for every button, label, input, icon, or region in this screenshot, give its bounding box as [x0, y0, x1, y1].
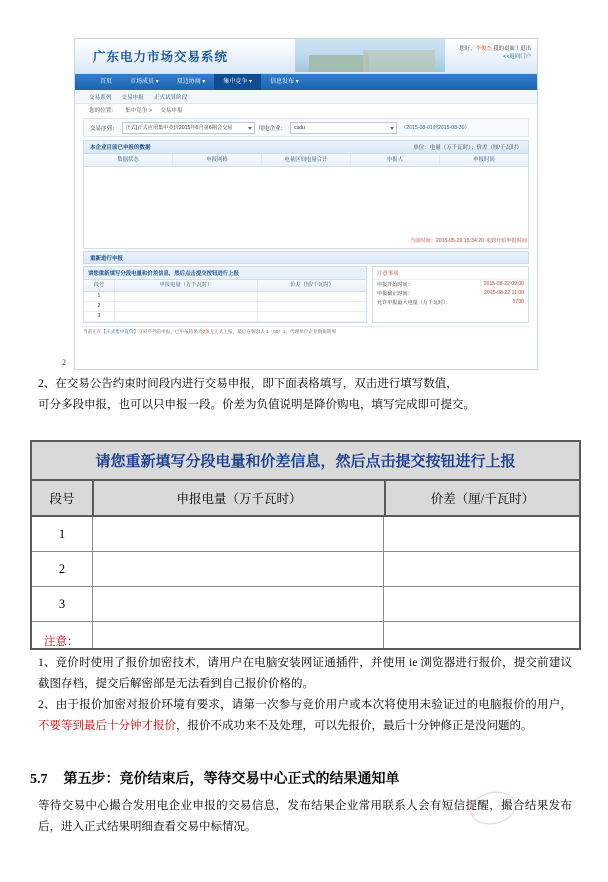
col-status: 数据状态	[84, 154, 173, 166]
form-row-no: 2	[84, 302, 115, 311]
paragraph-step5: 等待交易中心撮合发用电企业申报的交易信息，发布结果企业常用联系人会有短信提醒，撮合结果发布后，进入正式结果明细查看交易中标情况。	[38, 800, 572, 833]
declare-segments-table	[30, 440, 581, 650]
col-declarer: 申报人	[351, 154, 440, 166]
trade-series-select[interactable]: 正式[正式应用集中竞价2015年6月第6期会交易	[122, 122, 255, 134]
breadcrumb-label: 您的位置：	[89, 108, 117, 114]
notes-title: 注意事项	[373, 267, 528, 280]
cell-segment-no: 1	[32, 517, 93, 551]
section-heading-5-7	[30, 768, 575, 788]
form-row[interactable]	[84, 302, 366, 312]
redo-declare-bar[interactable]	[83, 251, 529, 264]
filter-bar[interactable]	[83, 118, 529, 137]
form-col-segment: 段号	[84, 280, 115, 291]
note-row	[373, 298, 528, 307]
nav-item-members[interactable]: 市场成员 ▾	[130, 79, 159, 85]
breadcrumb-item-centralized[interactable]: 集中竞争 >	[124, 108, 153, 114]
foot-a: 当前正在【	[83, 329, 106, 334]
declare-form-header	[84, 280, 366, 292]
declared-data-section-bar	[83, 140, 529, 154]
table-row[interactable]	[32, 552, 579, 587]
form-row-no: 3	[84, 312, 115, 321]
screenshot-footer-note	[83, 326, 529, 336]
form-row-amount[interactable]	[115, 302, 258, 311]
nav-item-home[interactable]: 首页	[100, 79, 113, 85]
table-row[interactable]	[32, 517, 579, 552]
cell-segment-no: 3	[32, 587, 93, 621]
note-row	[373, 280, 528, 289]
foot-c: 】交易序列的申报，已申报结果为	[133, 329, 203, 334]
section-number: 5.7	[30, 772, 48, 787]
cell-price[interactable]	[384, 517, 579, 551]
foot-d: 0条	[202, 329, 210, 334]
form-row-price[interactable]	[258, 302, 366, 311]
nav-item-info[interactable]: 信息发布 ▾	[270, 79, 299, 85]
note-value: 2015-08-22 09:00	[483, 281, 524, 287]
note-value: 5700	[512, 299, 524, 305]
declare-form-title: 请您重新填写分段电量和价差信息，然后点击提交按钮进行上报	[84, 267, 366, 280]
section-title: 第五步：竞价结束后，等待交易中心正式的结果通知单	[63, 772, 400, 787]
main-nav[interactable]	[75, 74, 537, 90]
sub-nav[interactable]	[75, 90, 537, 104]
notice-item-1: 1、竞价时使用了报价加密技术，请用户在电脑安装网证通插件，并使用 ie 浏览器进行报价，提交前建议截图存档，提交后解密部是无法看到自己报价价格的。	[38, 657, 572, 690]
notice-item-2-part2: ，报价不成功来不及处理，可以先报价，最后十分钟修正是没问题的。	[176, 720, 533, 732]
notice-title: 注意：	[44, 636, 79, 648]
note-value: 2015-08-22 11:00	[484, 290, 524, 296]
paragraph-step2-line2: 可分多段申报，也可以只申报一段。价差为负值说明是降价购电，填写完成即可提交。	[38, 399, 475, 411]
note-row	[373, 289, 528, 298]
notice-item-2-emphasis: 不要等到最后十分钟才报价	[38, 720, 176, 732]
subnav-stage: 正式试算阶段	[153, 94, 188, 101]
form-row-price[interactable]	[258, 292, 366, 301]
form-col-price: 价差（厘/千瓦时）	[290, 282, 334, 288]
cell-segment-no: 2	[32, 552, 93, 586]
greeting-text: 您好，	[459, 46, 476, 52]
banner-image	[295, 39, 445, 72]
user-links[interactable]: 我的桌面丨退出	[493, 46, 531, 52]
declared-data-title: 本企业目前已申报的数据	[90, 145, 151, 151]
site-title: 广东电力市场交易系统	[93, 50, 229, 64]
declare-segments-title: 请您重新填写分段电量和价差信息，然后点击提交按钮进行上报	[32, 442, 579, 481]
form-row-amount[interactable]	[115, 292, 258, 301]
note-key: 允许申报最大电量（万千瓦时）：	[377, 300, 451, 306]
declare-form-table	[83, 266, 367, 323]
declare-segments-header	[32, 481, 579, 517]
form-row[interactable]	[84, 292, 366, 302]
note-key: 申报开始时间：	[377, 282, 413, 288]
cell-amount[interactable]	[93, 552, 384, 586]
company-label: 用电企业：	[258, 125, 287, 132]
declare-form-area	[83, 266, 529, 323]
trade-series-label: 交易序列：	[90, 125, 118, 132]
nav-item-bilateral[interactable]: 双边协商 ▾	[176, 79, 206, 85]
note-key: 申报截止时间：	[377, 291, 413, 297]
cell-amount[interactable]	[93, 517, 384, 551]
subnav-series[interactable]: 交易系列	[89, 94, 112, 101]
col-time: 申报时间	[473, 157, 495, 163]
declared-table-header	[84, 154, 528, 167]
foot-b: 正式集中竞价	[105, 329, 134, 334]
status-text: 当前时间：2015-05-29 15:34:20 未到开始申报时间	[409, 238, 527, 244]
return-portal-link[interactable]: <<返回门户	[503, 54, 531, 61]
notice-item-2	[38, 695, 572, 737]
paragraph-step2	[38, 374, 572, 416]
cell-price[interactable]	[384, 552, 579, 586]
nav-item-centralized[interactable]: 集中竞争 ▾	[214, 74, 261, 90]
notes-panel	[372, 266, 529, 323]
form-row-amount[interactable]	[115, 312, 258, 321]
breadcrumb	[75, 104, 537, 116]
system-screenshot	[74, 38, 538, 370]
form-row-price[interactable]	[258, 312, 366, 321]
notice-block	[38, 632, 572, 737]
paragraph-step2-line1: 2、在交易公告约束时间段内进行交易申报，即下面表格填写，双击进行填写数值，	[38, 378, 458, 390]
cell-price[interactable]	[384, 587, 579, 621]
subnav-declare[interactable]: 交易申报	[121, 94, 144, 101]
form-col-amount: 申报电量（万千瓦时）	[115, 280, 258, 291]
foot-e: 无正式上报，最后在剩余去 1（00）1，代理单位企业数据明细	[209, 329, 336, 334]
company-select[interactable]: csdu	[290, 122, 397, 134]
header-amount: 申报电量（万千瓦时）	[94, 481, 386, 515]
notice-item-2-part1: 2、由于报价加密对报价环境有要求，请第一次参与竞价用户或本次将使用未验证过的电脑报价的用户，	[38, 699, 572, 711]
form-row[interactable]	[84, 312, 366, 322]
table-row[interactable]	[32, 587, 579, 622]
declared-data-unit: 单位：电量（万千瓦时）；价差（厘/千瓦时）	[413, 145, 522, 151]
date-range-note: （2015-08-01到2015-08-30）	[401, 125, 470, 131]
form-row-no: 1	[84, 292, 115, 301]
user-greeting	[459, 45, 531, 53]
col-grid: 申报网格	[173, 154, 262, 166]
header-price: 价差（厘/千瓦时）	[430, 492, 535, 506]
screenshot-header	[75, 39, 537, 74]
user-name[interactable]: 李俊杰	[475, 46, 492, 52]
user-bar	[459, 45, 531, 61]
cell-amount[interactable]	[93, 587, 384, 621]
redo-declare-label: 重新进行申报	[90, 255, 124, 262]
col-total: 电量区间电量合计	[262, 154, 351, 166]
declared-data-table	[83, 154, 529, 249]
figure-number: 2	[62, 358, 66, 367]
breadcrumb-item-declare: 交易申报	[160, 108, 183, 114]
header-segment-no: 段号	[32, 481, 94, 515]
